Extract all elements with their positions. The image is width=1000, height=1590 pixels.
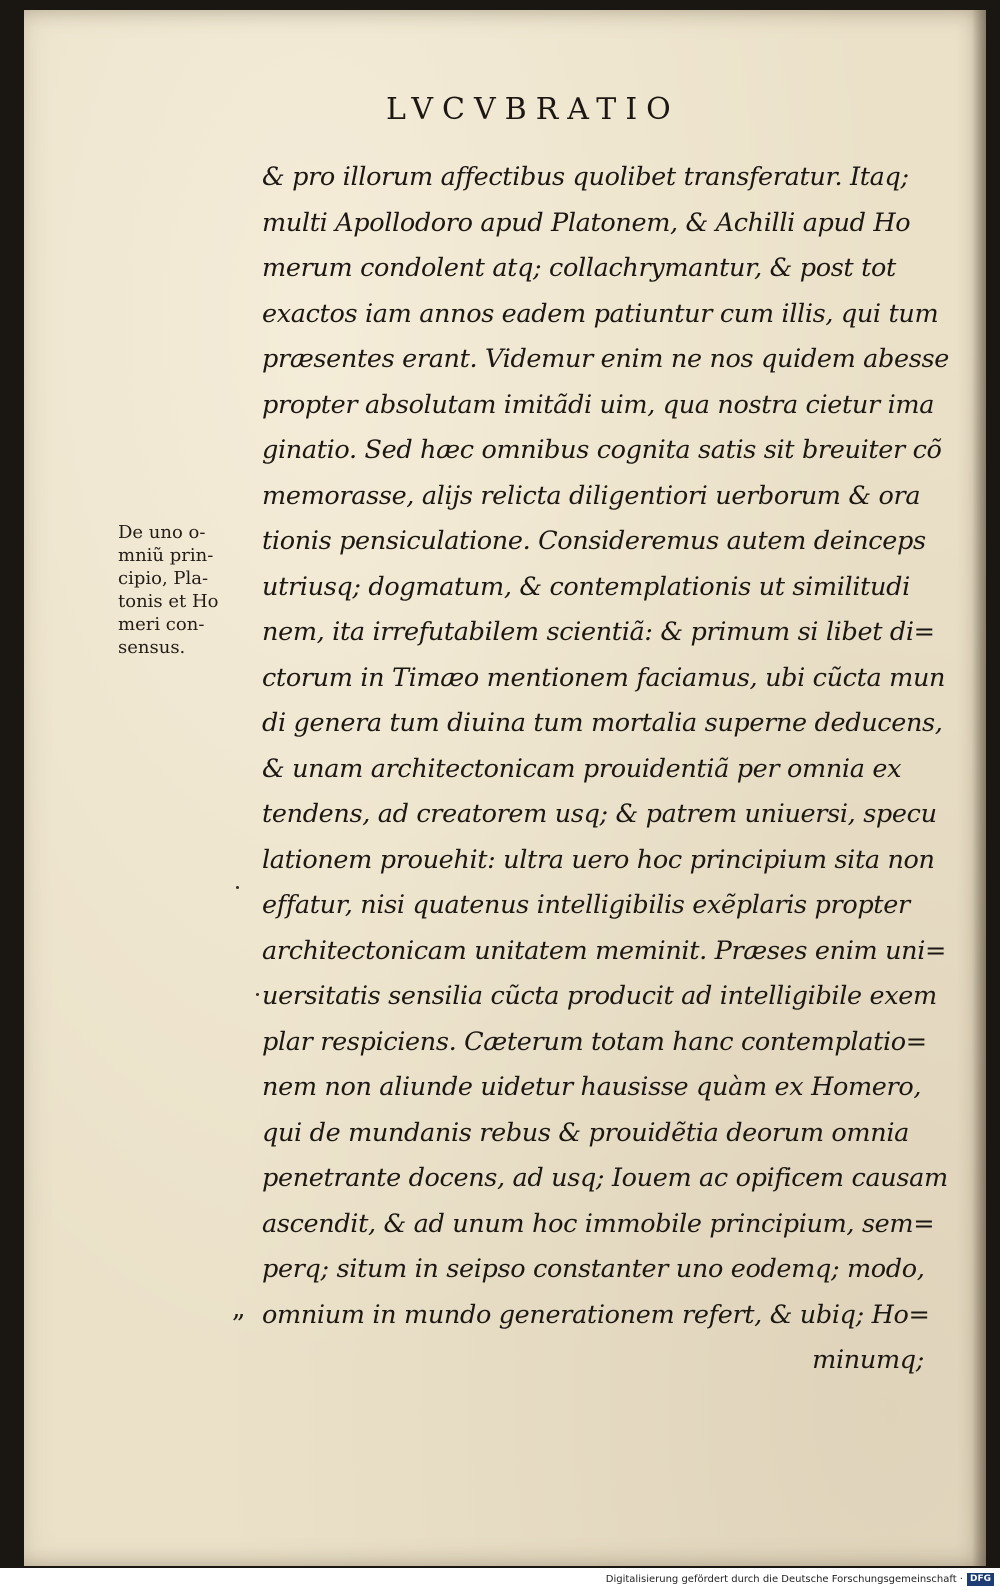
- text-line: & unam architectonicam prouidentiã per omnia ex: [262, 753, 902, 784]
- margin-note-line: De uno o-: [118, 522, 206, 543]
- text-line: ctorum in Timæo mentionem faciamus, ubi cũcta mun: [262, 662, 946, 693]
- ink-speck: [256, 993, 259, 996]
- digitization-footer: [606, 1573, 994, 1586]
- text-line: tendens, ad creatorem usq; & patrem uniuersi, specu: [262, 799, 937, 829]
- text-line: & pro illorum affectibus quolibet transferatur. Itaq;: [262, 162, 909, 192]
- text-line: nem non aliunde uidetur hausisse quàm ex Homero,: [262, 1072, 922, 1102]
- text-line: qui de mundanis rebus & prouidẽtia deorum omnia: [262, 1117, 909, 1148]
- text-line: memorasse, alijs relicta diligentiori uerborum & ora: [262, 480, 921, 511]
- ink-speck: [236, 886, 239, 889]
- text-line: exactos iam annos eadem patiuntur cum illis, qui tum: [262, 298, 939, 329]
- text-line: lationem prouehit: ultra uero hoc principium sita non: [262, 844, 935, 875]
- text-line: penetrante docens, ad usq; Iouem ac opificem causam: [262, 1163, 948, 1193]
- text-line: ginatio. Sed hæc omnibus cognita satis sit breuiter cõ: [262, 435, 942, 465]
- text-line: propter absolutam imitãdi uim, qua nostra cietur ima: [262, 389, 935, 420]
- margin-note: [118, 521, 263, 659]
- text-line: perq; situm in seipso constanter uno eodemq; modo,: [262, 1254, 925, 1284]
- text-line: plar respiciens. Cæterum totam hanc contemplatio=: [262, 1026, 927, 1057]
- text-line: di genera tum diuina tum mortalia superne deducens,: [262, 708, 943, 738]
- margin-note-line: meri con-: [118, 614, 205, 635]
- margin-note-line: tonis et Ho: [118, 591, 219, 612]
- text-line: architectonicam unitatem meminit. Præses enim uni=: [262, 935, 947, 966]
- text-line: ascendit, & ad unum hoc immobile principium, sem=: [262, 1208, 935, 1239]
- dfg-logo[interactable]: DFG: [967, 1573, 994, 1586]
- text-line: utriusq; dogmatum, & contemplationis ut similitudi: [262, 571, 910, 602]
- text-line: nem, ita irrefutabilem scientiã: & primum si libet di=: [262, 617, 935, 647]
- body-text: [262, 155, 952, 1384]
- margin-note-line: sensus.: [118, 637, 186, 658]
- text-line: merum condolent atq; collachrymantur, & post tot: [262, 253, 896, 283]
- page-edge-shadow: [972, 10, 986, 1566]
- text-line: effatur, nisi quatenus intelligibilis exẽplaris propter: [262, 890, 910, 920]
- text-line: omnium in mundo generationem refert, & ubiq; Ho=: [262, 1299, 930, 1330]
- text-line: multi Apollodoro apud Platonem, & Achilli apud Ho: [262, 207, 911, 238]
- text-line: tionis pensiculatione. Consideremus autem deinceps: [262, 526, 926, 556]
- margin-note-line: mniũ prin-: [118, 545, 214, 566]
- margin-note-line: cipio, Pla-: [118, 568, 209, 589]
- text-line: præsentes erant. Videmur enim ne nos quidem abesse: [262, 344, 949, 374]
- running-head: LVCVBRATIO: [386, 92, 680, 127]
- quotation-mark: „: [232, 1294, 246, 1324]
- text-line: uersitatis sensilia cũcta producit ad intelligibile exem: [262, 981, 937, 1011]
- catchword: minumq;: [812, 1345, 924, 1375]
- footer-credit: Digitalisierung gefördert durch die Deutsche Forschungsgemeinschaft ·: [605, 1574, 963, 1585]
